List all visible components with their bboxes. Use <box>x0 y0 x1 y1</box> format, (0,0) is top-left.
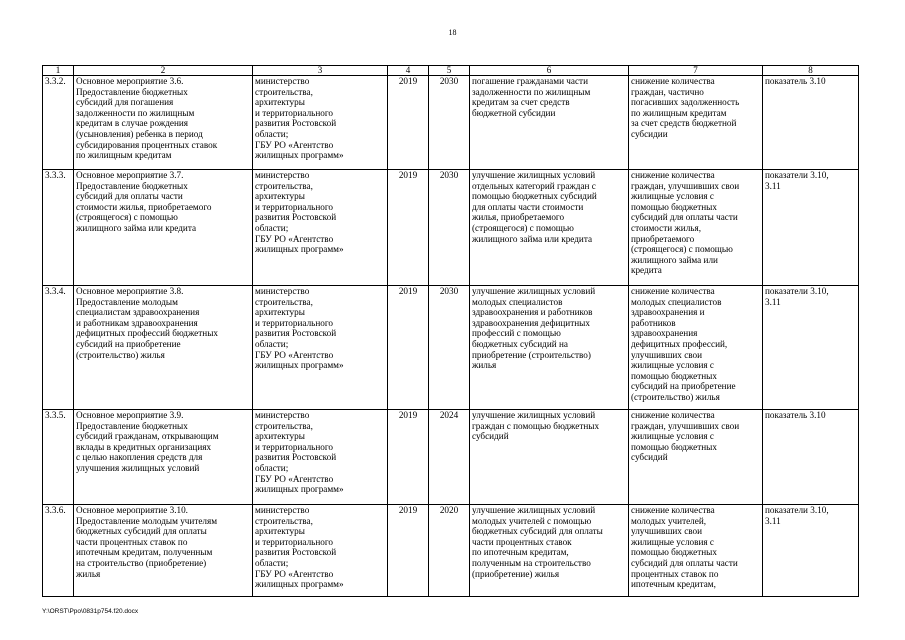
column-number: 6 <box>470 66 629 76</box>
row-number: 3.3.3. <box>43 170 74 286</box>
row-number: 3.3.4. <box>43 286 74 410</box>
end-year-cell: 2030 <box>429 286 470 410</box>
result-cell: улучшение жилищных условий молодых учителей с помощью бюджетных субсидий для оплаты части процентных ставок по ипотечным кредитам, полученным на строительство (приобретение) жилья <box>470 505 629 597</box>
end-year-cell: 2030 <box>429 170 470 286</box>
result-cell: погашение гражданами части задолженности по жилищным кредитам за счет средств бюджетной субсидии <box>470 76 629 170</box>
start-year-cell: 2019 <box>388 170 429 286</box>
executor-cell: министерство строительства, архитектуры и территориального развития Ростовской области; ГБУ РО «Агентство жилищных программ» <box>253 170 388 286</box>
consequences-cell: снижение количества граждан, частично погасивших задолженность по жилищным кредитам за счет средств бюджетной субсидии <box>629 76 763 170</box>
column-numbers-row <box>43 66 859 76</box>
table-row <box>43 170 859 286</box>
column-number: 1 <box>43 66 74 76</box>
indicators-cell: показатели 3.10, 3.11 <box>763 170 859 286</box>
indicators-cell: показатели 3.10, 3.11 <box>763 505 859 597</box>
measure-cell: Основное мероприятие 3.7. Предоставление бюджетных субсидий для оплаты части стоимости жилья, приобретаемого (строящегося) с помощью жилищного займа или кредита <box>74 170 253 286</box>
executor-cell: министерство строительства, архитектуры и территориального развития Ростовской области; ГБУ РО «Агентство жилищных программ» <box>253 76 388 170</box>
measures-table <box>42 65 859 597</box>
row-number: 3.3.5. <box>43 410 74 505</box>
result-cell: улучшение жилищных условий отдельных категорий граждан с помощью бюджетных субсидий для оплаты части стоимости жилья, приобретаемого (строящегося) с помощью жилищного займа или кредита <box>470 170 629 286</box>
row-number: 3.3.6. <box>43 505 74 597</box>
executor-cell: министерство строительства, архитектуры и территориального развития Ростовской области; ГБУ РО «Агентство жилищных программ» <box>253 505 388 597</box>
column-number: 2 <box>74 66 253 76</box>
consequences-cell: снижение количества граждан, улучшивших свои жилищные условия с помощью бюджетных субсидий для оплаты части стоимости жилья, приобретаемого (строящегося) с помощью жилищного займа или кредита <box>629 170 763 286</box>
executor-cell: министерство строительства, архитектуры и территориального развития Ростовской области; ГБУ РО «Агентство жилищных программ» <box>253 410 388 505</box>
measure-cell: Основное мероприятие 3.6. Предоставление бюджетных субсидий для погашения задолженности по жилищным кредитам в случае рождения (усыновления) ребенка в период субсидирования процентных ставок по жилищным кредитам <box>74 76 253 170</box>
result-cell: улучшение жилищных условий молодых специалистов здравоохранения и работников здравоохранения дефицитных профессий с помощью бюджетных субсидий на приобретение (строительство) жилья <box>470 286 629 410</box>
table-row <box>43 410 859 505</box>
executor-cell: министерство строительства, архитектуры и территориального развития Ростовской области; ГБУ РО «Агентство жилищных программ» <box>253 286 388 410</box>
column-number: 8 <box>763 66 859 76</box>
page-number: 18 <box>448 28 457 37</box>
end-year-cell: 2030 <box>429 76 470 170</box>
table-row <box>43 286 859 410</box>
start-year-cell: 2019 <box>388 76 429 170</box>
table-row <box>43 505 859 597</box>
consequences-cell: снижение количества граждан, улучшивших свои жилищные условия с помощью бюджетных субсидий <box>629 410 763 505</box>
measure-cell: Основное мероприятие 3.8. Предоставление молодым специалистам здравоохранения и работникам здравоохранения дефицитных профессий бюджетных субсидий на приобретение (строительство) жилья <box>74 286 253 410</box>
measure-cell: Основное мероприятие 3.10. Предоставление молодым учителям бюджетных субсидий для оплаты части процентных ставок по ипотечным кредитам, полученным на строительство (приобретение) жилья <box>74 505 253 597</box>
start-year-cell: 2019 <box>388 286 429 410</box>
indicators-cell: показатель 3.10 <box>763 410 859 505</box>
start-year-cell: 2019 <box>388 505 429 597</box>
row-number: 3.3.2. <box>43 76 74 170</box>
file-path-footer: Y:\ORST\Ppo\0831p754.f20.docx <box>42 608 139 615</box>
start-year-cell: 2019 <box>388 410 429 505</box>
column-number: 5 <box>429 66 470 76</box>
consequences-cell: снижение количества молодых учителей, улучшивших свои жилищные условия с помощью бюджетных субсидий для оплаты части процентных ставок по ипотечным кредитам, <box>629 505 763 597</box>
consequences-cell: снижение количества молодых специалистов здравоохранения и работников здравоохранения дефицитных профессий, улучшивших свои жилищные условия с помощью бюджетных субсидий на приобретение (строительство) жилья <box>629 286 763 410</box>
result-cell: улучшение жилищных условий граждан с помощью бюджетных субсидий <box>470 410 629 505</box>
table-row <box>43 76 859 170</box>
column-number: 4 <box>388 66 429 76</box>
column-number: 7 <box>629 66 763 76</box>
measure-cell: Основное мероприятие 3.9. Предоставление бюджетных субсидий гражданам, открывающим вклады в кредитных организациях с целью накопления средств для улучшения жилищных условий <box>74 410 253 505</box>
end-year-cell: 2020 <box>429 505 470 597</box>
indicators-cell: показатели 3.10, 3.11 <box>763 286 859 410</box>
indicators-cell: показатель 3.10 <box>763 76 859 170</box>
column-number: 3 <box>253 66 388 76</box>
end-year-cell: 2024 <box>429 410 470 505</box>
